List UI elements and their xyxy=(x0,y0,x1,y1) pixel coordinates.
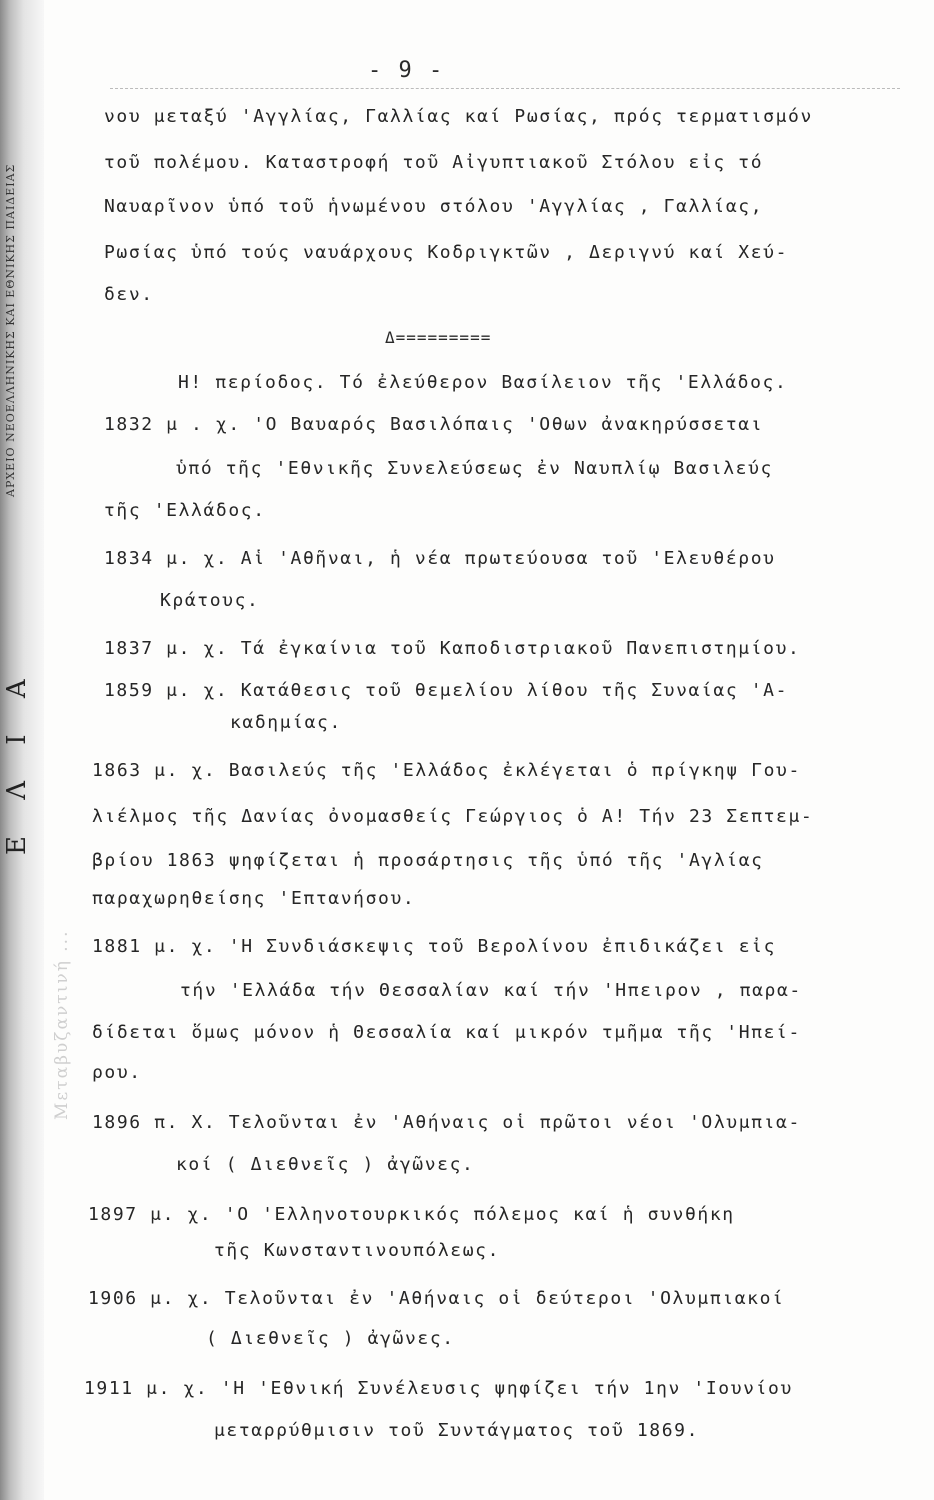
text-line: δίδεται ὅμως μόνον ἡ Θεσσαλία καί μικρόν τμῆμα τῆς 'Ηπεί- xyxy=(92,1022,801,1043)
text-line: Ναυαρῖνον ὑπό τοῦ ἡνωμένου στόλου 'Αγγλίας , Γαλλίας, xyxy=(104,196,764,217)
text-line: 1906 μ. χ. Τελοῦνται ἐν 'Αθήναις οἱ δεύτεροι 'Ολυμπιακοί xyxy=(88,1288,785,1309)
text-line: ρου. xyxy=(92,1062,142,1083)
text-line: 1881 μ. χ. 'Η Συνδιάσκεψις τοῦ Βερολίνου ἐπιδικάζει εἰς xyxy=(92,936,777,957)
text-line: Ρωσίας ὑπό τούς ναυάρχους Κοδριγκτῶν , Δεριγνύ καί Χεύ- xyxy=(104,242,789,263)
text-line: μεταρρύθμισιν τοῦ Συντάγματος τοῦ 1869. xyxy=(214,1420,700,1441)
text-line: Η! περίοδος. Τό ἐλεύθερον Βασίλειον τῆς 'Ελλάδος. xyxy=(178,372,788,393)
text-line: δεν. xyxy=(104,284,154,305)
text-line: καδημίας. xyxy=(230,712,342,733)
text-line: τήν 'Ελλάδα τήν Θεσσαλίαν καί τήν 'Ηπειρον , παρα- xyxy=(180,980,802,1001)
text-line: 1837 μ. χ. Τά ἐγκαίνια τοῦ Καποδιστριακοῦ Πανεπιστημίου. xyxy=(104,638,801,659)
text-line: 1859 μ. χ. Κατάθεσις τοῦ θεμελίου λίθου τῆς Συναίας 'Α- xyxy=(104,680,789,701)
text-line: 1911 μ. χ. 'Η 'Εθνική Συνέλευσις ψηφίζει τήν 1ην 'Ιουνίου xyxy=(84,1378,793,1399)
header-rule xyxy=(110,88,900,89)
text-line: 1897 μ. χ. 'Ο 'Ελληνοτουρκικός πόλεμος καί ἡ συνθήκη xyxy=(88,1204,735,1225)
text-line: Κράτους. xyxy=(160,590,260,611)
text-line: ὑπό τῆς 'Εθνικῆς Συνελεύσεως ἐν Ναυπλίῳ Βασιλεύς xyxy=(176,458,773,479)
text-line: ( Διεθνεῖς ) ἀγῶνες. xyxy=(206,1328,455,1349)
text-line: κοί ( Διεθνεῖς ) ἀγῶνες. xyxy=(176,1154,475,1175)
text-line: νου μεταξύ 'Αγγλίας, Γαλλίας καί Ρωσίας, πρός τερματισμόν xyxy=(104,106,813,127)
text-line: παραχωρηθείσης 'Επτανήσου. xyxy=(92,888,416,909)
text-line: 1832 μ . χ. 'Ο Βαυαρός Βασιλόπαις 'Οθων ἀνακηρύσσεται xyxy=(104,414,764,435)
text-line: 1863 μ. χ. Βασιλεύς τῆς 'Ελλάδος ἐκλέγεται ὁ πρίγκηψ Γου- xyxy=(92,760,801,781)
text-line: 1896 π. Χ. Τελοῦνται ἐν 'Αθήναις οἱ πρῶτοι νέοι 'Ολυμπια- xyxy=(92,1112,801,1133)
bleed-through-text: Μεταβυζαντινή ... xyxy=(52,929,72,1120)
text-line: τοῦ πολέμου. Καταστροφή τοῦ Αἰγυπτιακοῦ Στόλου εἰς τό xyxy=(104,152,764,173)
section-header: Δ========= xyxy=(385,328,492,347)
text-line: βρίου 1863 ψηφίζεται ἡ προσάρτησις τῆς ὑπό τῆς 'Αγλίας xyxy=(92,850,764,871)
archive-stamp: ΑΡΧΕΙΟ ΝΕΟΕΛΛΗΝΙΚΗΣ ΚΑΙ ΕΘΝΙΚΗΣ ΠΑΙΔΕΙΑΣ xyxy=(4,163,17,497)
page-number: - 9 - xyxy=(368,58,445,83)
text-line: τῆς Κωνσταντινουπόλεως. xyxy=(214,1240,501,1261)
text-line: τῆς 'Ελλάδος. xyxy=(104,500,266,521)
margin-letters: Ε Λ Ι Α xyxy=(2,665,32,855)
text-line: 1834 μ. χ. Αἱ 'Αθῆναι, ἡ νέα πρωτεύουσα τοῦ 'Ελευθέρου xyxy=(104,548,776,569)
text-line: λιέλμος τῆς Δανίας ὀνομασθείς Γεώργιος ὁ Α! Τήν 23 Σεπτεμ- xyxy=(92,806,814,827)
